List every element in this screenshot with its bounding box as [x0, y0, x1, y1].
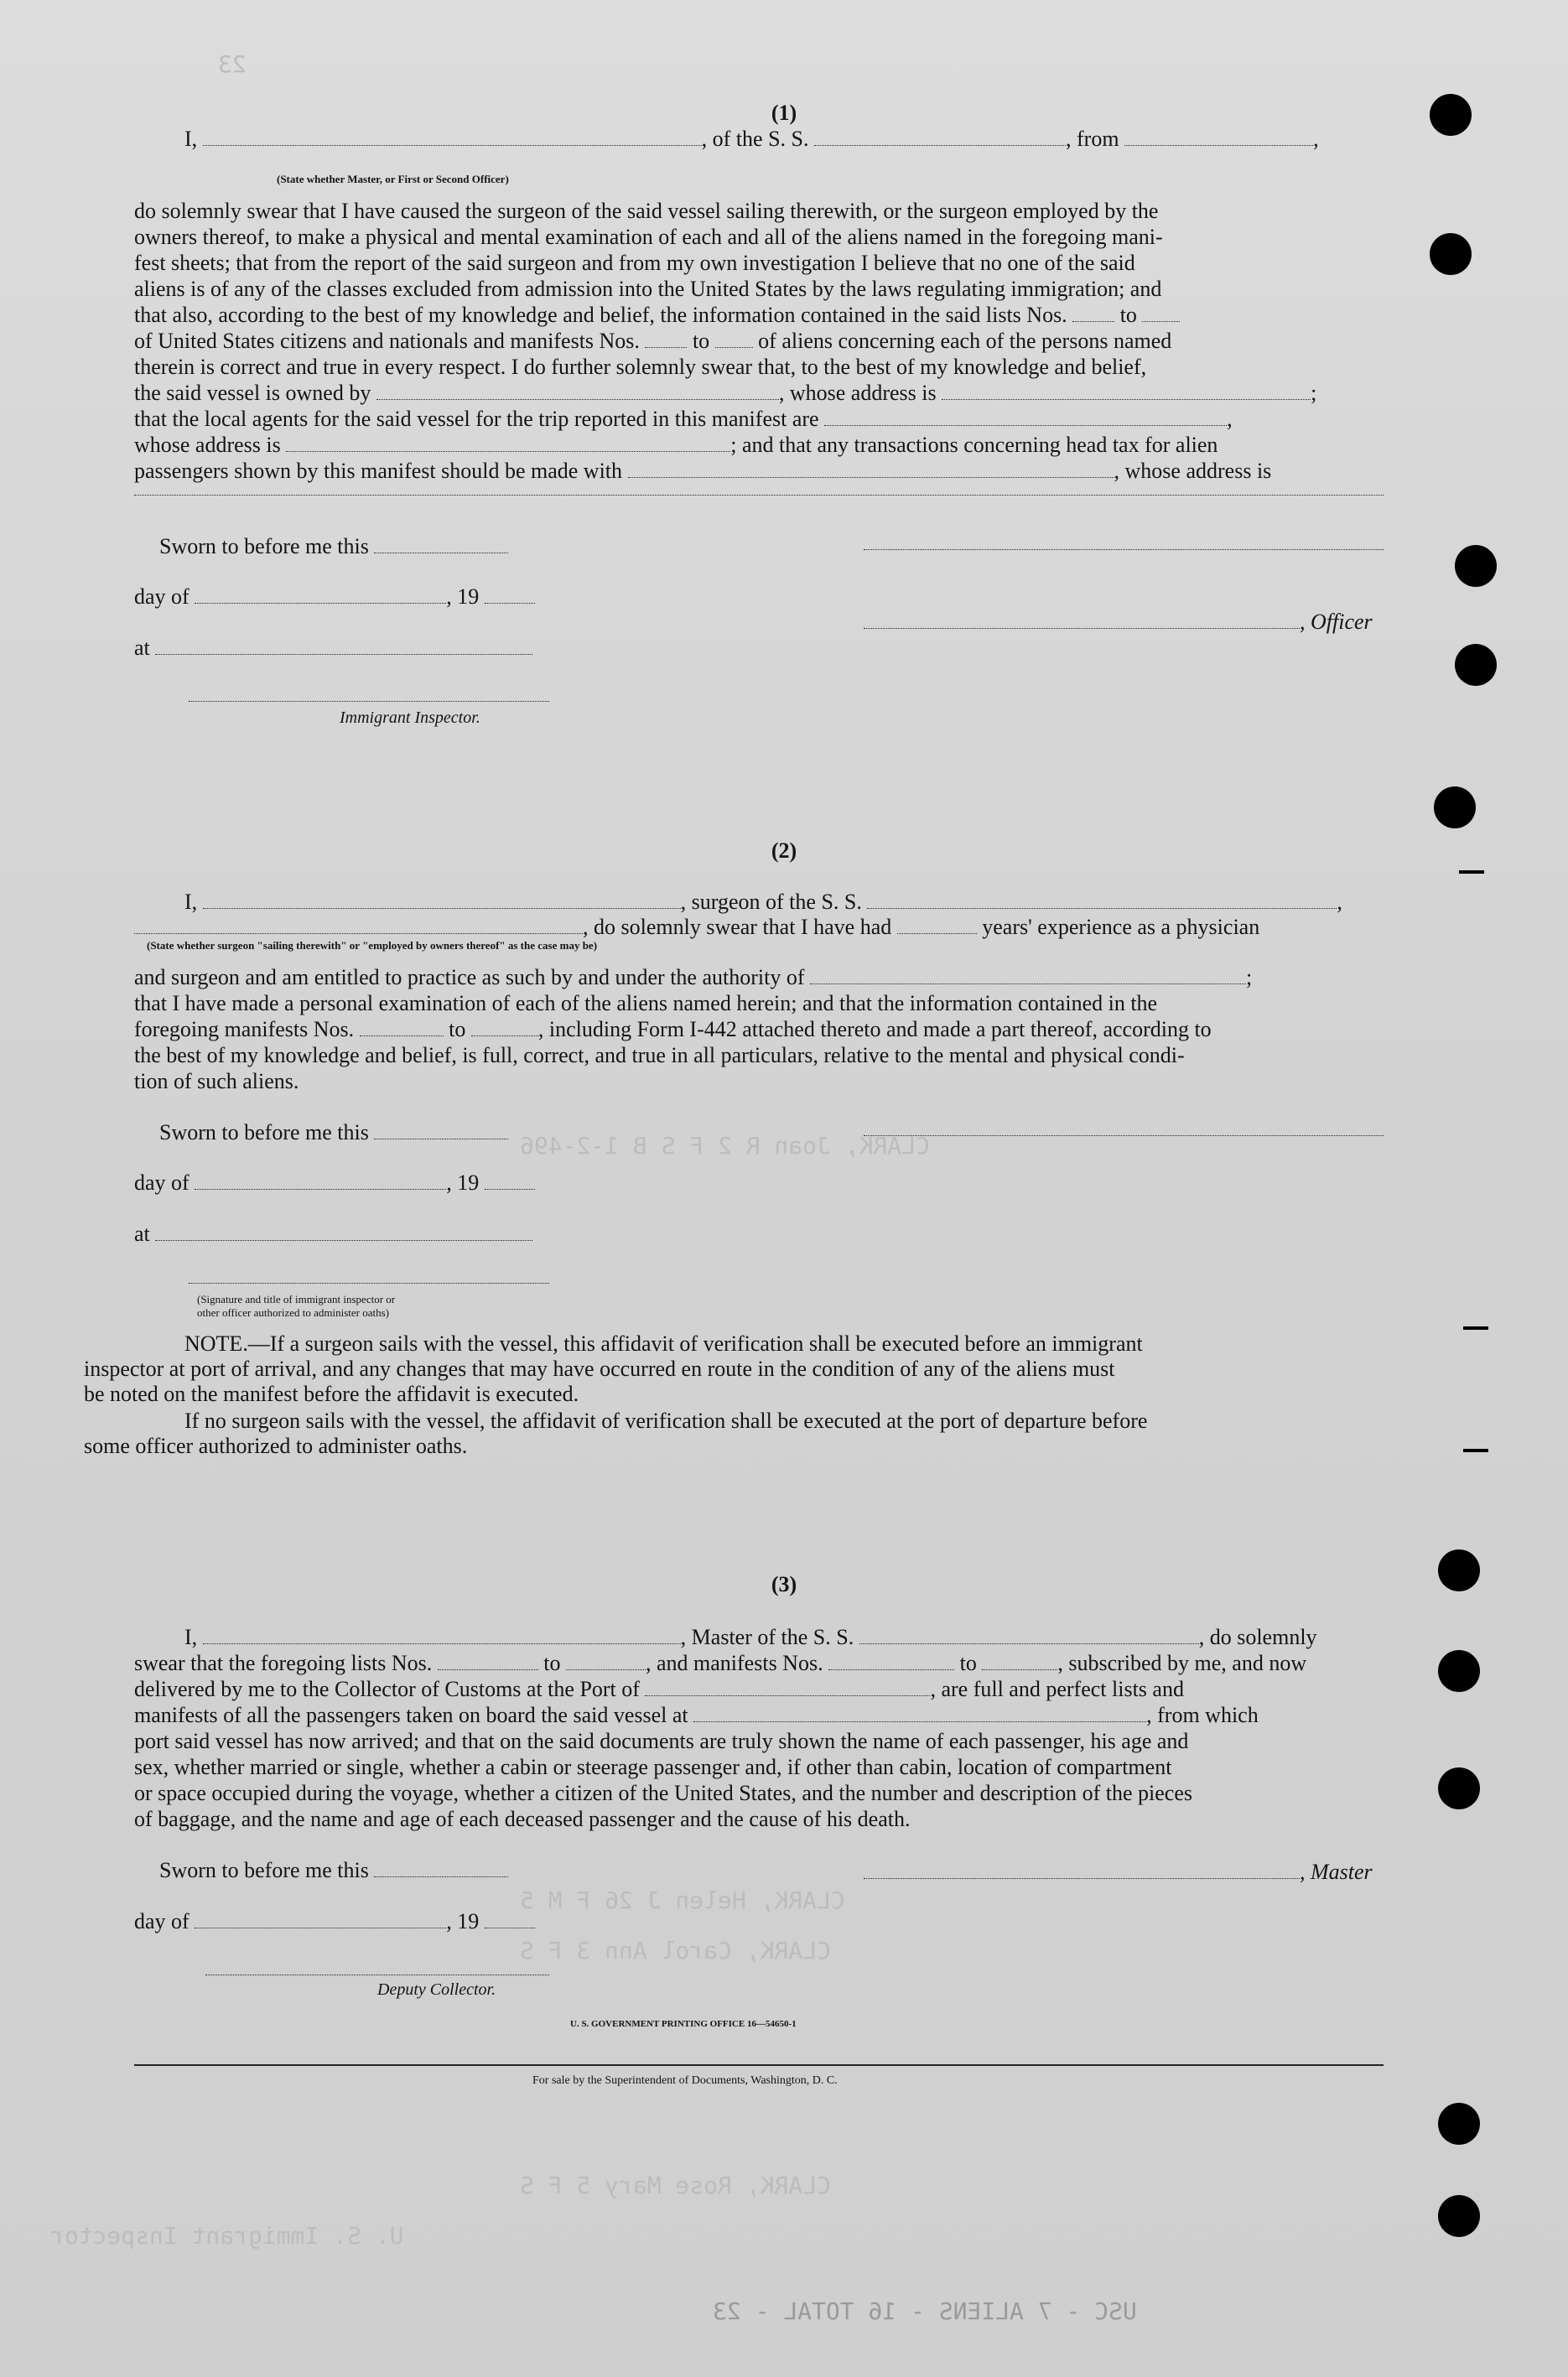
local-agents-field[interactable]: [824, 408, 1227, 426]
master-signature-line: , Master: [864, 1859, 1373, 1885]
binder-hole: [1455, 644, 1497, 686]
footer-divider: [134, 2064, 1384, 2066]
embarkation-port-field[interactable]: [693, 1705, 1146, 1722]
from-port-field[interactable]: [1124, 128, 1313, 146]
binder-hole: [1434, 786, 1476, 828]
sworn-line-2: Sworn to before me this: [159, 1119, 508, 1145]
section-2-line-7: tion of such aliens.: [134, 1069, 299, 1093]
manifest-no-to-field[interactable]: [715, 330, 753, 348]
bleed-through-row: CLARK, Joan R 2 F S B 1-2-496: [520, 1132, 930, 1160]
surgeon-vessel-field[interactable]: [867, 891, 1337, 909]
inspector-signature-line[interactable]: [189, 1283, 549, 1284]
section-1-number: (1): [771, 101, 797, 125]
bleed-through-number: 23: [218, 50, 247, 78]
agents-address-field[interactable]: [286, 434, 730, 452]
surgeon-signature-line[interactable]: [864, 1135, 1384, 1136]
at-line-2: at: [134, 1221, 532, 1247]
section-1-line-3: owners thereof, to make a physical and mental examination of each and all of the aliens named in the foregoing mani-: [134, 225, 1163, 249]
printing-office-line: U. S. GOVERNMENT PRINTING OFFICE 16—54650-1: [570, 2019, 797, 2029]
port-field[interactable]: [645, 1679, 930, 1696]
bleed-through-row: CLARK, Helen J 26 F M 5: [520, 1887, 845, 1914]
edge-mark: [1463, 1326, 1488, 1330]
place-field[interactable]: [155, 1223, 532, 1241]
officer-title-field[interactable]: [203, 128, 702, 146]
section-2-line-3: and surgeon and am entitled to practice as such by and under the authority of ;: [134, 965, 1253, 989]
month-field[interactable]: [195, 586, 446, 604]
binder-hole: [1455, 545, 1497, 587]
bleed-through-total: USC - 7 ALIENS - 16 TOTAL - 23: [713, 2297, 1137, 2325]
officer-name-field[interactable]: [864, 611, 1300, 629]
section-3-line-1: I, , Master of the S. S. , do solemnly: [184, 1625, 1317, 1649]
section-2-line-5: foregoing manifests Nos. to , including Form I-442 attached thereto and made a part thereof, according to: [134, 1017, 1212, 1041]
section-3-line-2: swear that the foregoing lists Nos. to , and manifests Nos. to , subscribed by me, and now: [134, 1651, 1307, 1675]
binder-hole: [1438, 1767, 1480, 1809]
section-1-line-1: I, , of the S. S. , from ,: [184, 127, 1319, 151]
section-1-line-8: therein is correct and true in every respect. I do further solemnly swear that, to the best of my knowledge and belief,: [134, 355, 1147, 379]
master-manifest-from-field[interactable]: [828, 1653, 954, 1670]
text-from: , from: [1066, 127, 1119, 151]
officer-line: , Officer: [864, 609, 1373, 635]
section-1-line-11: whose address is ; and that any transactions concerning head tax for alien: [134, 433, 1218, 457]
month-field[interactable]: [195, 1172, 446, 1190]
section-1-line-5: aliens is of any of the classes excluded from admission into the United States by the laws regulating immigration; and: [134, 277, 1162, 301]
inspector-signature-line[interactable]: [189, 701, 549, 702]
section-1-line-2: do solemnly swear that I have caused the surgeon of the said vessel sailing therewith, or the surgeon employed by the: [134, 199, 1159, 223]
vessel-owner-field[interactable]: [376, 382, 779, 400]
sworn-day-field[interactable]: [374, 1122, 508, 1139]
section-1-line-4: fest sheets; that from the report of the said surgeon and from my own investigation I believe that no one of the said: [134, 251, 1135, 275]
master-name-field[interactable]: [203, 1627, 681, 1644]
bleed-through-stamp: U. S. Immigrant Inspector: [50, 2222, 404, 2250]
day-of-line-2: day of , 19: [134, 1170, 535, 1196]
sworn-line-1: Sworn to before me this: [159, 533, 508, 559]
list-no-to-field[interactable]: [1142, 304, 1180, 322]
master-signature-field[interactable]: [864, 1861, 1300, 1879]
master-list-to-field[interactable]: [566, 1653, 646, 1670]
note-paragraph-1: NOTE.—If a surgeon sails with the vessel, this affidavit of verification shall be executed before an immigrant inspector at port of arrival, and any changes that may have occurred en route in the condition of any of the aliens must be noted on the manifest before the affidavit is executed.: [84, 1331, 1143, 1406]
bleed-through-row: CLARK, Rose Mary 5 F S: [520, 2172, 831, 2199]
list-no-from-field[interactable]: [1072, 304, 1114, 322]
section-3-line-3: delivered by me to the Collector of Customs at the Port of , are full and perfect lists and: [134, 1677, 1184, 1701]
surgeon-manifest-to-field[interactable]: [471, 1019, 538, 1036]
sworn-line-3: Sworn to before me this: [159, 1857, 508, 1883]
bleed-through-row: CLARK, Carol Ann 3 F S: [520, 1937, 831, 1964]
owner-address-field[interactable]: [942, 382, 1311, 400]
year-field[interactable]: [485, 586, 535, 604]
section-3-line-7: or space occupied during the voyage, whether a citizen of the United States, and the number and description of the pieces: [134, 1781, 1193, 1805]
section-2-line-1: I, , surgeon of the S. S. ,: [184, 890, 1342, 914]
section-2-line-4: that I have made a personal examination of each of the aliens named herein; and that the information contained in the: [134, 991, 1158, 1015]
year-field[interactable]: [485, 1172, 535, 1190]
deputy-collector-caption: Deputy Collector.: [377, 1980, 496, 1999]
officer-signature-line[interactable]: [864, 549, 1384, 550]
signature-caption-line-1: (Signature and title of immigrant inspector or: [197, 1293, 396, 1305]
binder-hole: [1430, 233, 1472, 275]
binder-hole: [1438, 1650, 1480, 1692]
surgeon-status-field[interactable]: [134, 916, 583, 934]
month-field[interactable]: [195, 1911, 446, 1928]
immigrant-inspector-caption: Immigrant Inspector.: [340, 708, 480, 727]
authority-field[interactable]: [810, 967, 1246, 984]
surgeon-status-caption: (State whether surgeon "sailing therewith" or "employed by owners thereof" as the case may be): [147, 939, 598, 952]
section-2-line-2: , do solemnly swear that I have had years' experience as a physician: [134, 914, 1384, 940]
edge-mark: [1459, 870, 1484, 874]
years-experience-field[interactable]: [897, 916, 977, 934]
note-paragraph-2: If no surgeon sails with the vessel, the affidavit of verification shall be executed at the port of departure before some officer authorized to administer oaths.: [84, 1409, 1148, 1458]
binder-hole: [1438, 2195, 1480, 2237]
section-1-line-6: that also, according to the best of my knowledge and belief, the information contained in the said lists Nos. to: [134, 302, 1384, 328]
section-1-line-7: of United States citizens and nationals and manifests Nos. to of aliens concerning each of the persons named: [134, 329, 1172, 353]
master-manifest-to-field[interactable]: [982, 1653, 1057, 1670]
section-1-line-10: that the local agents for the said vessel for the trip reported in this manifest are ,: [134, 407, 1233, 431]
at-line-1: at: [134, 635, 532, 661]
section-2-line-6: the best of my knowledge and belief, is full, correct, and true in all particulars, relative to the mental and physical condi-: [134, 1043, 1185, 1067]
surgeon-name-field[interactable]: [203, 891, 681, 909]
day-of-line-3: day of , 19: [134, 1908, 535, 1934]
section-3-line-8: of baggage, and the name and age of each deceased passenger and the cause of his death.: [134, 1807, 911, 1831]
sale-notice: For sale by the Superintendent of Documents, Washington, D. C.: [532, 2074, 838, 2087]
place-field[interactable]: [155, 637, 532, 655]
text-i: I,: [184, 127, 198, 151]
manifest-no-from-field[interactable]: [645, 330, 687, 348]
sworn-day-field[interactable]: [374, 536, 508, 553]
section-1-line-12: passengers shown by this manifest should be made with , whose address is: [134, 459, 1272, 483]
section-1-line-9: the said vessel is owned by , whose address is ;: [134, 381, 1317, 405]
text-of-ss: , of the S. S.: [701, 127, 809, 151]
master-vessel-field[interactable]: [859, 1627, 1199, 1644]
officer-title-caption: (State whether Master, or First or Second Officer): [277, 173, 509, 185]
surgeon-manifest-from-field[interactable]: [360, 1019, 444, 1036]
section-3-line-5: port said vessel has now arrived; and that on the said documents are truly shown the name of each passenger, his age and: [134, 1729, 1189, 1753]
section-3-line-4: manifests of all the passengers taken on board the said vessel at , from which: [134, 1703, 1259, 1727]
vessel-name-field[interactable]: [814, 128, 1066, 146]
section-2-number: (2): [771, 838, 797, 863]
sworn-day-field[interactable]: [374, 1860, 508, 1877]
edge-mark: [1463, 1449, 1488, 1452]
day-of-line-1: day of , 19: [134, 584, 535, 610]
head-tax-address-line[interactable]: [134, 495, 1384, 496]
section-3-line-6: sex, whether married or single, whether a cabin or steerage passenger and, if other than cabin, location of compartment: [134, 1755, 1172, 1779]
signature-caption-line-2: other officer authorized to administer oaths): [197, 1306, 389, 1319]
year-field[interactable]: [485, 1911, 535, 1928]
master-list-from-field[interactable]: [438, 1653, 538, 1670]
head-tax-contact-field[interactable]: [628, 460, 1114, 478]
section-3-number: (3): [771, 1572, 797, 1596]
binder-hole: [1438, 2103, 1480, 2145]
